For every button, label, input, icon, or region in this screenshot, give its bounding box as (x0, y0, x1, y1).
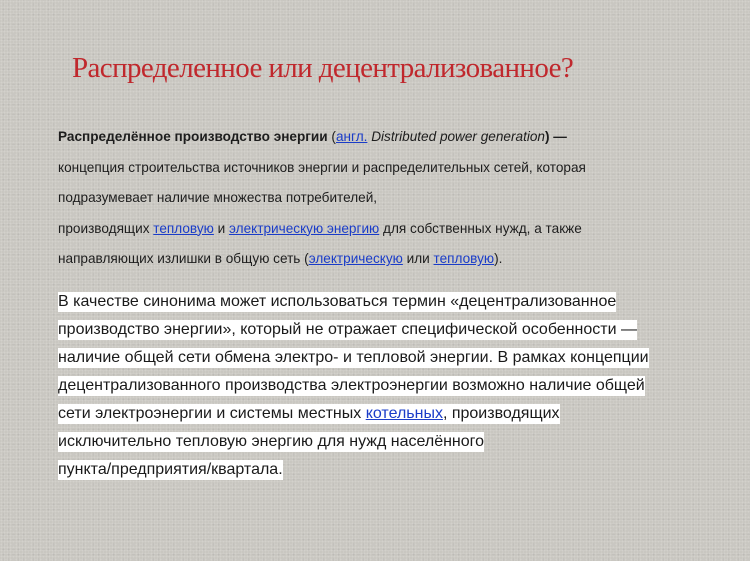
term-bold: Распределённое производство энергии (58, 129, 328, 144)
synonym-line-4 (58, 372, 718, 400)
text-segment: , производящих (442, 405, 560, 422)
close-dash: ) — (545, 129, 567, 144)
synonym-line-7 (58, 456, 718, 484)
definition-line-3: подразумевает наличие множества потребителей, (58, 190, 378, 205)
text-segment: для собственных нужд, а также (379, 220, 582, 236)
text-segment: или (402, 251, 434, 266)
boiler-houses-link[interactable]: котельных (365, 405, 443, 422)
text-segment: направляющих излишки в общую сеть ( (58, 251, 309, 266)
synonym-line-2 (58, 316, 718, 344)
synonym-paragraph (58, 288, 718, 484)
synonym-line-6 (58, 428, 718, 456)
text-segment: производящих (58, 220, 154, 236)
open-paren: ( (327, 129, 336, 144)
thermal-grid-link[interactable]: тепловую (433, 251, 495, 266)
definition-line-1 (58, 122, 698, 153)
english-term: Distributed power generation (371, 129, 545, 144)
highlighted-text: исключительно тепловую энергию для нужд населённого (58, 433, 485, 450)
definition-line-5 (58, 244, 698, 275)
highlighted-text: децентрализованного производства электроэнергии возможно наличие общей (58, 377, 645, 394)
slide-title: Распределенное или децентрализованное? (72, 52, 574, 84)
lang-english-link[interactable]: англ. (335, 129, 368, 144)
synonym-line-1 (58, 288, 718, 316)
text-segment: и (213, 220, 230, 236)
thermal-energy-link[interactable]: тепловую (153, 220, 214, 236)
definition-line-2: концепция строительства источников энергии и распределительных сетей, которая (58, 159, 586, 175)
highlighted-text: В качестве синонима может использоваться термин «децентрализованное (58, 293, 617, 310)
electric-energy-link[interactable]: электрическую энергию (229, 220, 380, 236)
synonym-line-3 (58, 344, 718, 372)
highlighted-text: производство энергии», который не отражает специфической особенности — (58, 321, 637, 338)
definition-paragraph (58, 122, 698, 275)
highlighted-text: наличие общей сети обмена электро- и тепловой энергии. В рамках концепции (58, 349, 649, 366)
text-segment: сети электроэнергии и системы местных (58, 405, 366, 422)
text-segment: ). (494, 251, 503, 266)
synonym-line-5 (58, 400, 718, 428)
definition-line-4 (58, 214, 698, 245)
highlighted-text: пункта/предприятия/квартала. (58, 461, 283, 478)
electric-grid-link[interactable]: электрическую (308, 251, 403, 266)
highlighted-text (58, 404, 560, 424)
